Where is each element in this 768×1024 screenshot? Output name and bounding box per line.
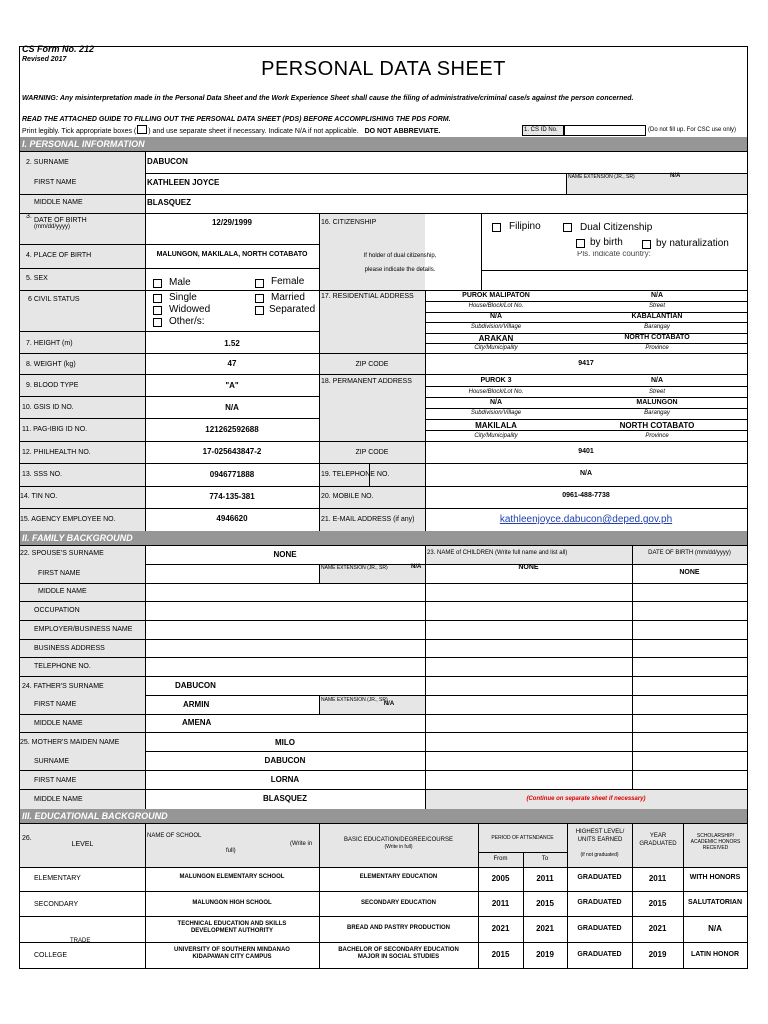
widowed-checkbox[interactable] <box>153 306 162 315</box>
res-province-caption: Province <box>645 345 669 351</box>
name-ext-label: NAME EXTENSION (JR., SR) <box>568 174 635 180</box>
edu-row-highest[interactable]: GRADUATED <box>577 925 622 932</box>
father-first-label: FIRST NAME <box>34 701 77 708</box>
perm-subdivision-caption: Subdivision/Village <box>470 410 522 416</box>
permanent-label: 18. PERMANENT ADDRESS <box>321 378 412 385</box>
edu-row-from[interactable]: 2011 <box>491 899 510 908</box>
telephone-value[interactable]: N/A <box>579 470 593 477</box>
father-surname-value[interactable]: DABUCON <box>175 681 216 690</box>
firstname-label: FIRST NAME <box>34 179 77 186</box>
dob-label: DATE OF BIRTH <box>34 217 87 224</box>
dob-value[interactable]: 12/29/1999 <box>211 218 253 227</box>
mother-middle-value[interactable]: BLASQUEZ <box>263 794 307 803</box>
education-number: 26. <box>22 835 32 842</box>
edu-row-level: SECONDARY <box>34 901 79 908</box>
perm-barangay-caption: Barangay <box>644 410 670 416</box>
mother-first-label: FIRST NAME <box>34 777 77 784</box>
sex-label: 5. SEX <box>26 275 48 282</box>
edu-highest-note: (if not graduated) <box>580 852 619 858</box>
page-title: PERSONAL DATA SHEET <box>261 58 506 80</box>
edu-from-header: From <box>493 856 508 862</box>
edu-row-year[interactable]: 2011 <box>648 874 667 883</box>
separated-option: Separated <box>269 304 316 315</box>
edu-row-highest[interactable]: GRADUATED <box>577 899 622 906</box>
perm-zip[interactable]: 9401 <box>578 448 594 455</box>
pls-country-clip <box>566 251 656 259</box>
dual-citizenship-checkbox[interactable] <box>563 223 572 232</box>
surname-label: 2. SURNAME <box>26 159 69 166</box>
edu-highest-header: HIGHEST LEVEL/ UNITS EARNED <box>575 829 625 843</box>
blood-value[interactable]: "A" <box>225 381 239 390</box>
continue-note: (Continue on separate sheet if necessary) <box>526 796 646 802</box>
father-middle-label: MIDDLE NAME <box>34 720 83 727</box>
mother-maiden-value[interactable]: MILO <box>275 738 295 747</box>
edu-year-header: YEAR GRADUATED <box>639 833 677 847</box>
father-middle-value[interactable]: AMENA <box>182 718 212 727</box>
father-ext-label: NAME EXTENSION (JR., SR) <box>321 697 388 703</box>
mother-maiden-label: 25. MOTHER'S MAIDEN NAME <box>20 739 120 746</box>
edu-row-year[interactable]: 2019 <box>648 950 667 959</box>
weight-label: 8. WEIGHT (kg) <box>26 361 76 368</box>
edu-row-highest[interactable]: GRADUATED <box>577 874 622 881</box>
filipino-checkbox[interactable] <box>492 223 501 232</box>
filipino-option: Filipino <box>509 221 541 232</box>
edu-row-to[interactable]: 2015 <box>536 899 554 908</box>
perm-barangay[interactable]: MALUNGON <box>636 399 678 406</box>
tin-label: 14. TIN NO. <box>20 493 58 500</box>
edu-row-from[interactable]: 2005 <box>491 874 510 883</box>
by-naturalization-checkbox[interactable] <box>642 240 651 249</box>
res-subdivision[interactable]: N/A <box>489 313 503 320</box>
email-label: 21. E-MAIL ADDRESS (if any) <box>321 516 415 523</box>
edu-row-school[interactable]: UNIVERSITY OF SOUTHERN MINDANAO <box>174 947 290 953</box>
edu-school-full: full) <box>226 848 236 854</box>
edu-row-course[interactable]: SECONDARY EDUCATION <box>361 900 436 906</box>
father-ext-value[interactable]: N/A <box>383 701 395 707</box>
edu-row-school[interactable]: MALUNGON HIGH SCHOOL <box>192 900 272 906</box>
employer-label: EMPLOYER/BUSINESS NAME <box>34 626 133 633</box>
dual-citizenship-option: Dual Citizenship <box>580 222 653 233</box>
res-street-caption: Street <box>648 303 665 309</box>
perm-street[interactable]: N/A <box>650 377 664 384</box>
res-zip-label: ZIP CODE <box>355 361 389 368</box>
perm-province[interactable]: NORTH COTABATO <box>619 421 695 430</box>
others-checkbox[interactable] <box>153 318 162 327</box>
by-naturalization-option: by naturalization <box>656 238 729 249</box>
blood-label: 9. BLOOD TYPE <box>26 382 79 389</box>
by-birth-option: by birth <box>590 237 623 248</box>
tick-box-icon <box>137 125 147 134</box>
gsis-value[interactable]: N/A <box>225 403 239 412</box>
edu-row-year[interactable]: 2021 <box>648 924 667 933</box>
section-personal-header: I. PERSONAL INFORMATION <box>20 137 747 151</box>
form-number: CS Form No. 212 <box>22 44 95 54</box>
telephone-label: 19. TELEPHONE NO. <box>321 471 390 478</box>
guide-text: READ THE ATTACHED GUIDE TO FILLING OUT THE PERSONAL DATA SHEET (PDS) BEFORE ACCOMPLISHING THE PDS FORM. <box>22 116 451 123</box>
gsis-label: 10. GSIS ID NO. <box>22 404 74 411</box>
philhealth-value[interactable]: 17-025643847-2 <box>202 447 262 456</box>
csid-input[interactable] <box>564 125 646 136</box>
philhealth-label: 12. PHILHEALTH NO. <box>22 449 91 456</box>
edu-row-school-line2[interactable]: KIDAPAWAN CITY CAMPUS <box>192 954 272 960</box>
children-label: 23. NAME of CHILDREN (Write full name and list all) <box>427 550 568 556</box>
section-education-header: III. EDUCATIONAL BACKGROUND <box>20 809 747 823</box>
agency-value[interactable]: 4946620 <box>216 514 248 523</box>
citizenship-label: 16. CITIZENSHIP <box>321 219 377 226</box>
separated-checkbox[interactable] <box>255 306 264 315</box>
weight-value[interactable]: 47 <box>227 359 237 368</box>
pagibig-value[interactable]: 121262592688 <box>205 425 259 434</box>
occupation-label: OCCUPATION <box>34 607 80 614</box>
edu-row-honors[interactable]: N/A <box>708 924 722 933</box>
revised-year: Revised 2017 <box>22 56 67 63</box>
edu-row-from[interactable]: 2015 <box>491 950 510 959</box>
father-surname-label: 24. FATHER'S SURNAME <box>22 683 104 690</box>
edu-row-to[interactable]: 2011 <box>536 874 554 883</box>
civil-status-options <box>146 291 319 331</box>
res-house[interactable]: PUROK MALIPATON <box>462 292 530 299</box>
edu-school-header: NAME OF SCHOOL <box>147 833 202 839</box>
middlename-label: MIDDLE NAME <box>34 199 83 206</box>
pob-label: 4. PLACE OF BIRTH <box>26 252 92 259</box>
child-dob-label: DATE OF BIRTH (mm/dd/yyyy) <box>648 550 731 556</box>
height-value[interactable]: 1.52 <box>224 339 240 348</box>
spouse-ext-value[interactable]: N/A <box>411 564 422 570</box>
pls-country-note: Pls. indicate country: <box>577 251 651 258</box>
edu-row-year[interactable]: 2015 <box>648 899 667 908</box>
edu-level-header: LEVEL <box>71 841 94 848</box>
edu-period-header: PERIOD OF ATTENDANCE <box>491 835 554 841</box>
mobile-value[interactable]: 0961-488-7738 <box>562 492 610 499</box>
name-ext-value[interactable]: N/A <box>670 173 681 179</box>
mother-middle-label: MIDDLE NAME <box>34 796 83 803</box>
edu-row-honors[interactable]: SALUTATORIAN <box>687 899 743 906</box>
edu-row-school[interactable]: MALUNGON ELEMENTARY SCHOOL <box>179 874 285 880</box>
csc-note: (Do not fill up. For CSC use only) <box>648 127 737 133</box>
edu-school-write: (Write in <box>290 841 313 847</box>
spouse-telephone-label: TELEPHONE NO. <box>34 663 91 670</box>
res-zip[interactable]: 9417 <box>578 360 594 367</box>
spouse-middle-label: MIDDLE NAME <box>38 588 87 595</box>
edu-row-level: COLLEGE <box>34 952 68 959</box>
res-city[interactable]: ARAKAN <box>478 334 514 343</box>
dob-number: 3. <box>26 213 32 220</box>
children-value[interactable]: NONE <box>518 564 539 571</box>
edu-row-course[interactable]: BACHELOR OF SECONDARY EDUCATION <box>338 947 459 953</box>
single-checkbox[interactable] <box>153 294 162 303</box>
res-city-caption: City/Municipality <box>474 345 518 351</box>
section-family-header: II. FAMILY BACKGROUND <box>20 531 747 545</box>
csid-label: 1. CS ID No. <box>524 127 558 133</box>
spouse-ext-label: NAME EXTENSION (JR., SR) <box>321 565 388 571</box>
by-birth-checkbox[interactable] <box>576 239 585 248</box>
print-instructions: Print legibly. Tick appropriate boxes ( ) and use separate sheet if necessary. Indicate N/A if not applicable. DO NOT ABBREVIATE. <box>22 125 440 135</box>
married-checkbox[interactable] <box>255 294 264 303</box>
spouse-first-label: FIRST NAME <box>38 570 81 577</box>
agency-label: 15. AGENCY EMPLOYEE NO. <box>20 516 116 523</box>
edu-row-school-line2[interactable]: DEVELOPMENT AUTHORITY <box>190 928 274 934</box>
edu-row-course[interactable]: BREAD AND PASTRY PRODUCTION <box>346 925 450 931</box>
spouse-surname-label: 22. SPOUSE'S SURNAME <box>20 550 104 557</box>
perm-city[interactable]: MAKILALA <box>475 421 517 430</box>
perm-subdivision[interactable]: N/A <box>489 399 503 406</box>
edu-row-course[interactable]: ELEMENTARY EDUCATION <box>359 874 438 880</box>
pagibig-label: 11. PAG-IBIG ID NO. <box>22 426 88 433</box>
res-street[interactable]: N/A <box>650 292 664 299</box>
dual-note-1: If holder of dual citizenship, <box>363 253 437 259</box>
res-house-caption: House/Block/Lot No. <box>468 303 524 309</box>
edu-row-course-line2[interactable]: MAJOR IN SOCIAL STUDIES <box>357 954 440 960</box>
father-first-value[interactable]: ARMIN <box>183 700 210 709</box>
res-barangay[interactable]: KABALANTIAN <box>631 313 683 320</box>
residential-label: 17. RESIDENTIAL ADDRESS <box>321 293 414 300</box>
edu-row-to[interactable]: 2021 <box>536 924 554 933</box>
child-dob-value[interactable]: NONE <box>679 569 700 576</box>
mother-surname-value[interactable]: DABUCON <box>264 756 306 765</box>
edu-row-to[interactable]: 2019 <box>536 950 554 959</box>
female-checkbox[interactable] <box>255 279 264 288</box>
sss-value[interactable]: 0946771888 <box>209 470 255 479</box>
dob-format: (mm/dd/yyyy) <box>34 224 70 230</box>
edu-row-highest[interactable]: GRADUATED <box>577 951 622 958</box>
edu-honors-header: SCHOLARSHIP/ ACADEMIC HONORS RECEIVED <box>690 833 741 851</box>
mother-surname-label: SURNAME <box>34 758 70 765</box>
trade-label-clip <box>20 916 145 942</box>
dual-note-2: please indicate the details. <box>364 267 436 273</box>
trade-label: TRADE <box>70 938 91 942</box>
res-province[interactable]: NORTH COTABATO <box>624 334 690 341</box>
edu-row-school[interactable]: TECHNICAL EDUCATION AND SKILLS <box>177 921 287 927</box>
business-address-label: BUSINESS ADDRESS <box>34 645 105 652</box>
perm-house[interactable]: PUROK 3 <box>480 377 512 384</box>
res-barangay-caption: Barangay <box>644 324 670 330</box>
warning-text: WARNING: Any misinterpretation made in the Personal Data Sheet and the Work Experience Sheet shall cause the filing of administrative/criminal case/s against the person concerned. <box>22 95 634 102</box>
edu-course-write: (Write in full) <box>384 844 413 850</box>
mother-first-value[interactable]: LORNA <box>270 775 300 784</box>
female-option: Female <box>271 276 305 287</box>
male-option: Male <box>169 277 191 288</box>
surname-value[interactable]: DABUCON <box>147 157 188 166</box>
single-option: Single <box>169 292 197 303</box>
edu-row-honors[interactable]: WITH HONORS <box>689 874 741 881</box>
male-checkbox[interactable] <box>153 279 162 288</box>
firstname-value[interactable]: KATHLEEN JOYCE <box>147 178 220 187</box>
mobile-label: 20. MOBILE NO. <box>321 493 374 500</box>
spouse-surname-value[interactable]: NONE <box>273 550 297 559</box>
pob-value[interactable]: MALUNGON, MAKILALA, NORTH COTABATO <box>156 251 308 258</box>
perm-province-caption: Province <box>645 433 669 439</box>
height-label: 7. HEIGHT (m) <box>26 340 73 347</box>
sss-label: 13. SSS NO. <box>22 471 63 478</box>
edu-row-honors[interactable]: LATIN HONOR <box>690 951 740 958</box>
email-value[interactable]: kathleenjoyce.dabucon@deped.gov.ph <box>499 514 673 525</box>
edu-row-from[interactable]: 2021 <box>491 924 510 933</box>
perm-street-caption: Street <box>648 389 665 395</box>
widowed-option: Widowed <box>169 304 211 315</box>
perm-zip-label: ZIP CODE <box>355 449 389 456</box>
edu-to-header: To <box>541 856 549 862</box>
civil-status-label: 6 CIVIL STATUS <box>28 296 80 303</box>
others-option: Other/s: <box>169 316 205 327</box>
married-option: Married <box>271 292 305 303</box>
perm-house-caption: House/Block/Lot No. <box>468 389 524 395</box>
tin-value[interactable]: 774-135-381 <box>209 492 255 501</box>
edu-row-level: ELEMENTARY <box>34 875 81 882</box>
middlename-value[interactable]: BLASQUEZ <box>147 198 191 207</box>
edu-course-header: BASIC EDUCATION/DEGREE/COURSE <box>344 837 453 843</box>
res-subdivision-caption: Subdivision/Village <box>470 324 522 330</box>
perm-city-caption: City/Municipality <box>474 433 518 439</box>
